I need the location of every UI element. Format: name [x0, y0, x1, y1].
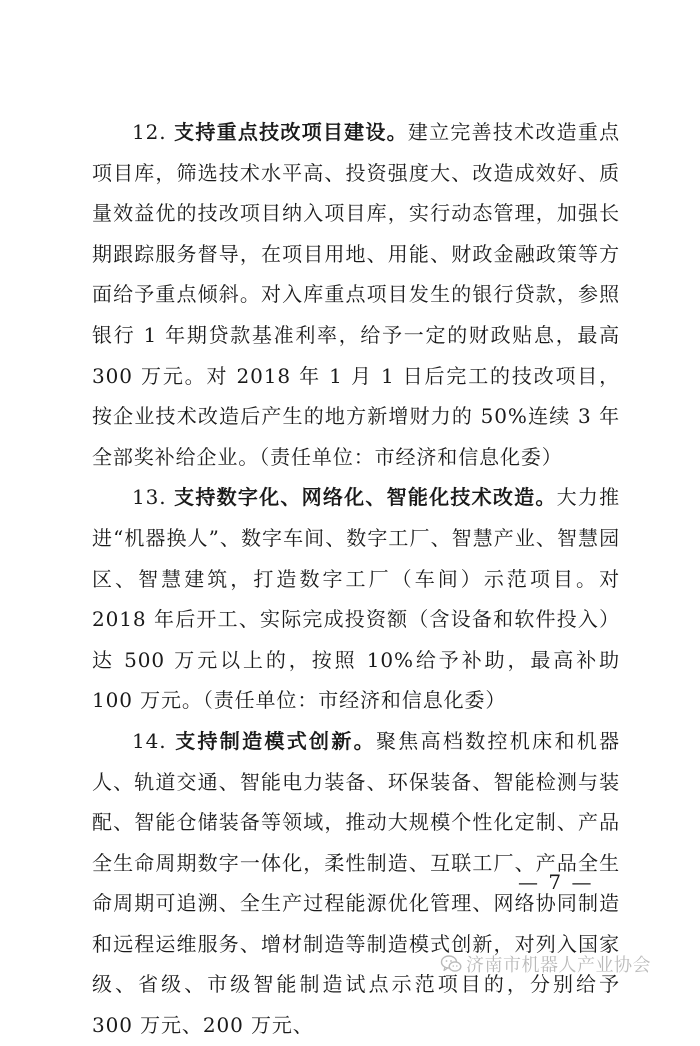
- paragraph-12: [92, 112, 620, 477]
- paragraph-heading: 支持重点技改项目建设。: [174, 120, 408, 144]
- paragraph-heading: 支持数字化、网络化、智能化技术改造。: [174, 485, 557, 510]
- paragraph-text: 大力推进“机器换人”、数字车间、数字工厂、智慧产业、智慧园区、智慧建筑，打造数字工厂（车间）示范项目。对 2018 年后开工、实际完成投资额（含设备和软件投入）达 500 万元以上的，按照 10%给予补助，最高补助 100 万元。（责任单位：市经济和信息化委）: [92, 485, 620, 713]
- paragraph-heading: 支持制造模式创新。: [175, 728, 376, 753]
- paragraph-text: 聚焦高档数控机床和机器人、轨道交通、智能电力装备、环保装备、智能检测与装配、智能仓储装备等领域，推动大规模个性化定制、产品全生命周期数字一体化，柔性制造、互联工厂、产品全生命周期可追溯、全生产过程能源优化管理、网络协同制造和远程运维服务、增材制造等制造模式创新，对列入国家级、省级、市级智能制造试点示范项目的，分别给予 300 万元、200 万元、: [92, 728, 620, 1038]
- paragraph-text: 建立完善技术改造重点项目库，筛选技术水平高、投资强度大、改造成效好、质量效益优的技改项目纳入项目库，实行动态管理，加强长期跟踪服务督导，在项目用地、用能、财政金融政策等方面给予重点倾斜。对入库重点项目发生的银行贷款，参照银行 1 年期贷款基准利率，给予一定的财政贴息，最高 300 万元。对 2018 年 1 月 1 日后完工的技改项目，按企业技术改造后产生的地方新增财力的 50%连续 3 年全部奖补给企业。（责任单位：市经济和信息化委）: [92, 120, 620, 469]
- watermark-footer: [440, 952, 651, 976]
- paragraph-number: 14.: [132, 728, 167, 753]
- page-number: — 7 —: [518, 870, 594, 894]
- paragraph-number: 12.: [132, 120, 167, 144]
- paragraph-13: [92, 477, 620, 721]
- document-body: [92, 112, 620, 1046]
- wechat-icon: [440, 954, 462, 974]
- paragraph-number: 13.: [132, 485, 167, 510]
- brand-name: 济南市机器人产业协会: [466, 955, 651, 976]
